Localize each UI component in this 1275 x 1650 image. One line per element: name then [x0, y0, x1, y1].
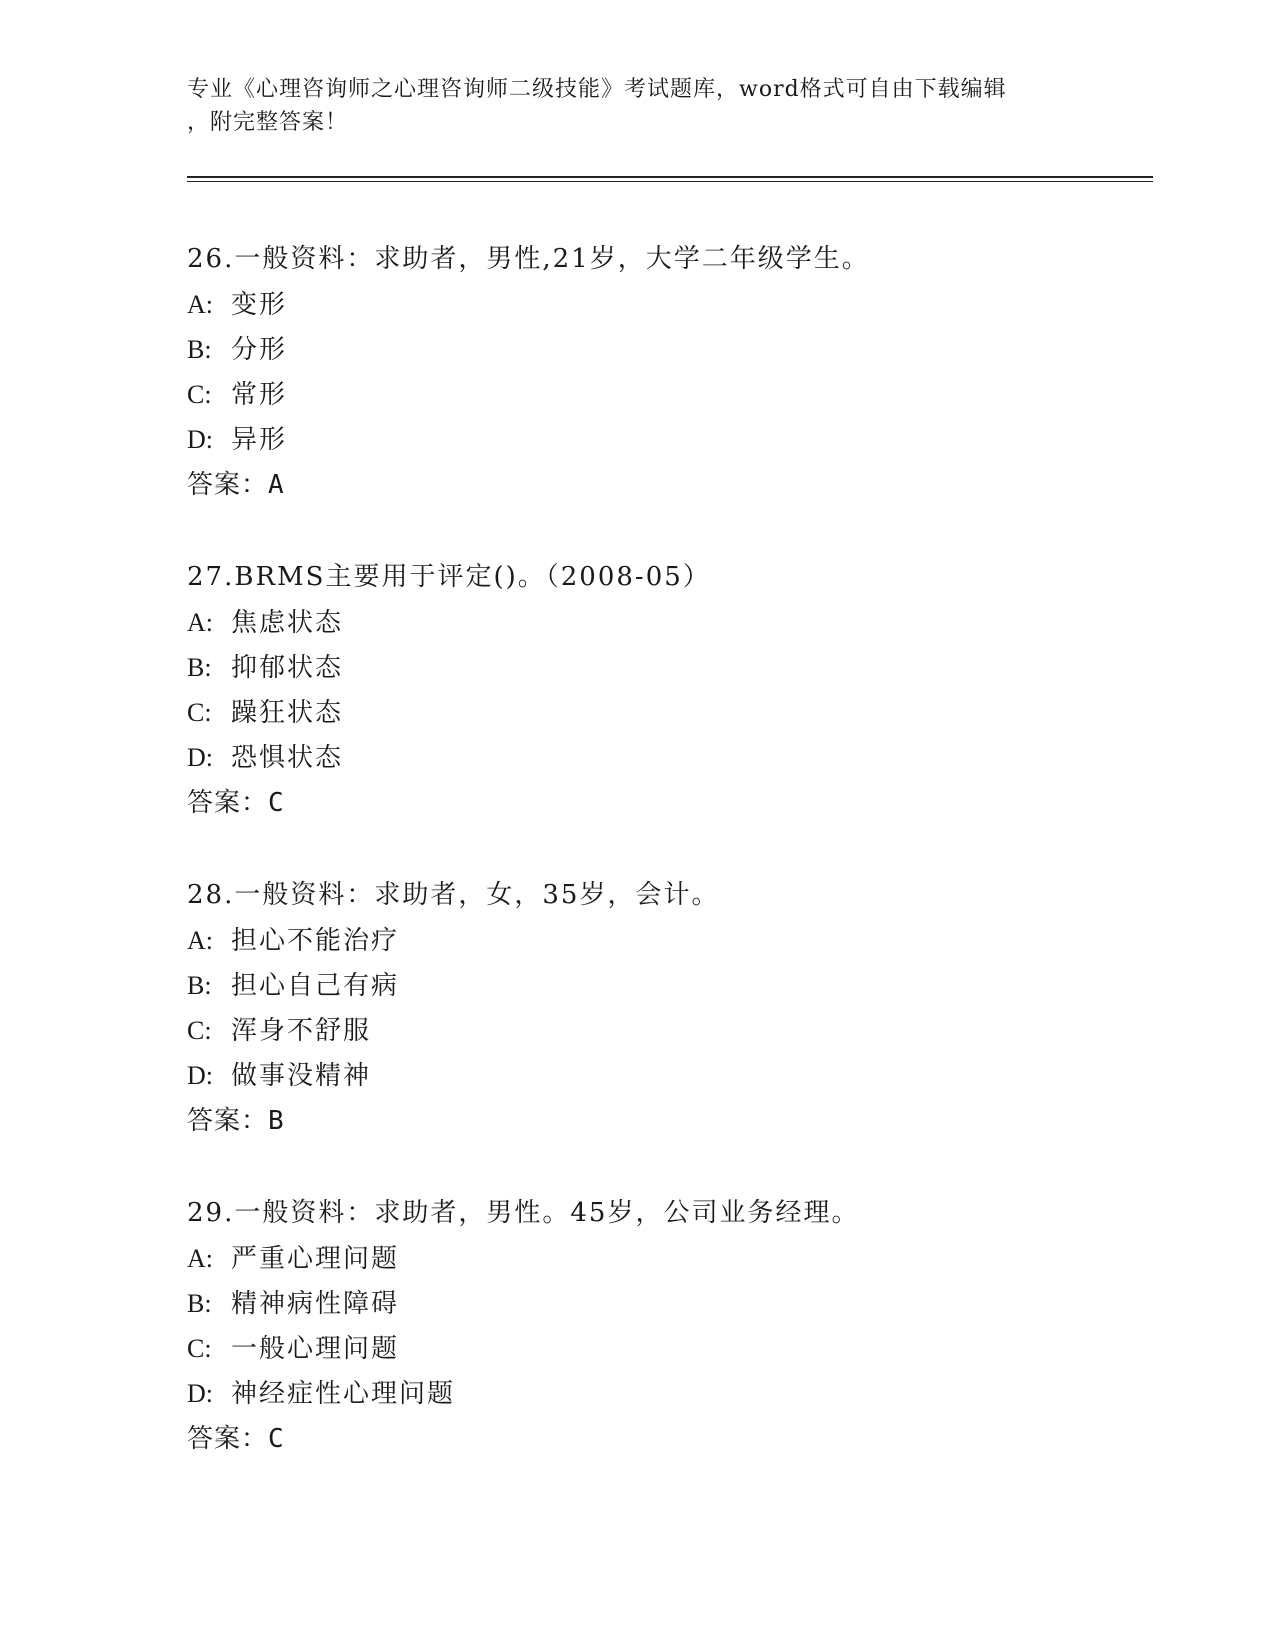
question-list [187, 236, 1147, 1508]
option-b [187, 327, 1147, 372]
option-key: C: [187, 1334, 212, 1363]
answer-line [187, 780, 1147, 826]
question-text: 一般资料：求助者，男性。45岁，公司业务经理。 [234, 1198, 860, 1228]
option-key: B: [187, 1289, 212, 1318]
option-a [187, 600, 1147, 645]
option-c [187, 1008, 1147, 1053]
answer-label: 答案： [187, 1424, 269, 1454]
option-a [187, 918, 1147, 963]
header-divider-thin [187, 181, 1153, 182]
question-text: 一般资料：求助者，男性,21岁，大学二年级学生。 [234, 244, 870, 274]
option-text: 常形 [231, 380, 288, 410]
option-key: C: [187, 698, 212, 727]
answer-value: B [268, 1106, 285, 1136]
option-key: B: [187, 653, 212, 682]
option-key: A: [187, 926, 213, 955]
question-26 [187, 236, 1147, 508]
option-b [187, 963, 1147, 1008]
header-line-2: ，附完整答案！ [187, 110, 349, 135]
question-number: 27. [187, 562, 235, 592]
question-number: 29. [187, 1198, 235, 1228]
header-divider-thick [187, 176, 1153, 178]
option-key: D: [187, 425, 213, 454]
question-27 [187, 554, 1147, 826]
question-text: 一般资料：求助者，女，35岁，会计。 [234, 880, 720, 910]
option-c [187, 1326, 1147, 1371]
option-text: 精神病性障碍 [231, 1289, 400, 1319]
option-text: 抑郁状态 [231, 653, 344, 683]
answer-line [187, 1098, 1147, 1144]
option-key: B: [187, 335, 212, 364]
answer-line [187, 462, 1147, 508]
question-number: 26. [187, 244, 235, 274]
document-header [187, 73, 1087, 139]
question-28 [187, 872, 1147, 1144]
option-text: 焦虑状态 [231, 608, 344, 638]
option-c [187, 690, 1147, 735]
option-text: 恐惧状态 [231, 743, 344, 773]
answer-value: C [268, 788, 285, 818]
answer-label: 答案： [187, 470, 269, 500]
option-key: A: [187, 290, 213, 319]
option-a [187, 1236, 1147, 1281]
option-key: D: [187, 1379, 213, 1408]
question-text: BRMS主要用于评定()。（2008-05） [234, 562, 711, 592]
option-d [187, 417, 1147, 462]
option-text: 做事没精神 [231, 1061, 372, 1091]
option-text: 分形 [231, 335, 288, 365]
question-number: 28. [187, 880, 235, 910]
option-d [187, 735, 1147, 780]
question-stem [187, 236, 1147, 282]
option-text: 一般心理问题 [231, 1334, 400, 1364]
option-text: 变形 [231, 290, 288, 320]
question-29 [187, 1190, 1147, 1462]
question-stem [187, 1190, 1147, 1236]
option-a [187, 282, 1147, 327]
option-text: 神经症性心理问题 [231, 1379, 456, 1409]
option-c [187, 372, 1147, 417]
option-d [187, 1371, 1147, 1416]
answer-value: A [268, 470, 285, 500]
header-line-1: 专业《心理咨询师之心理咨询师二级技能》考试题库，word格式可自由下载编辑 [187, 77, 1007, 102]
option-text: 躁狂状态 [231, 698, 344, 728]
option-text: 担心自己有病 [231, 971, 400, 1001]
option-text: 严重心理问题 [231, 1244, 400, 1274]
option-key: A: [187, 1244, 213, 1273]
question-stem [187, 554, 1147, 600]
option-text: 异形 [231, 425, 288, 455]
option-d [187, 1053, 1147, 1098]
question-stem [187, 872, 1147, 918]
option-key: D: [187, 1061, 213, 1090]
option-text: 担心不能治疗 [231, 926, 400, 956]
option-key: B: [187, 971, 212, 1000]
option-key: C: [187, 1016, 212, 1045]
answer-value: C [268, 1424, 285, 1454]
option-key: C: [187, 380, 212, 409]
answer-line [187, 1416, 1147, 1462]
answer-label: 答案： [187, 1106, 269, 1136]
option-b [187, 1281, 1147, 1326]
answer-label: 答案： [187, 788, 269, 818]
option-b [187, 645, 1147, 690]
option-text: 浑身不舒服 [231, 1016, 372, 1046]
option-key: D: [187, 743, 213, 772]
option-key: A: [187, 608, 213, 637]
